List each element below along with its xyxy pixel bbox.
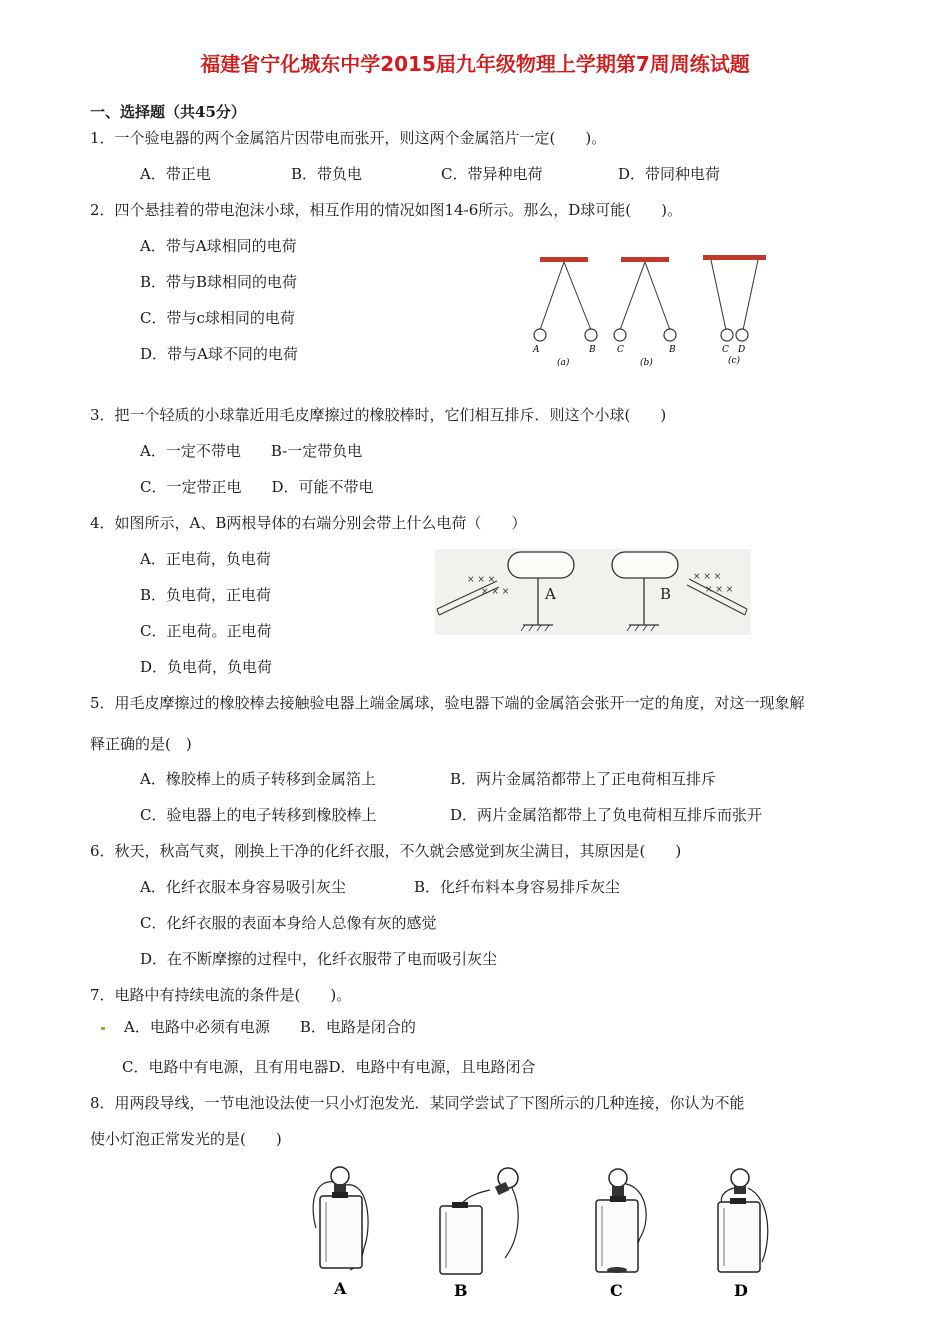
question-8-stem: 8．用两段导线，一节电池设法使一只小灯泡发光．某同学尝试了下图所示的几种连接，你认为不能 bbox=[90, 1094, 745, 1112]
ball-c1 bbox=[721, 329, 733, 341]
q4-option-c: C．正电荷。正电荷 bbox=[140, 622, 272, 640]
q1-option-c: C．带异种电荷 bbox=[441, 165, 543, 183]
conductor-a bbox=[508, 552, 574, 578]
q1-option-b: B．带负电 bbox=[291, 165, 363, 183]
ball-label: C bbox=[722, 345, 729, 355]
ball-label: B bbox=[669, 345, 676, 355]
charge-marks: × × × bbox=[693, 572, 722, 582]
circuit-b bbox=[440, 1168, 518, 1300]
q7-options-cd: C．电路中有电源，且有用电器D．电路中有电源，且电路闭合 bbox=[122, 1058, 536, 1076]
ball-a1 bbox=[534, 329, 546, 341]
q5-option-d: D．两片金属箔都带上了负电荷相互排斥而张开 bbox=[450, 806, 763, 824]
charge-marks: × × × bbox=[467, 575, 496, 585]
support-bar-a bbox=[540, 257, 588, 262]
question-2-stem: 2．四个悬挂着的带电泡沫小球，相互作用的情况如图14-6所示。那么，D球可能( )。 bbox=[90, 201, 682, 219]
caption-c: (c) bbox=[728, 356, 741, 366]
q5-option-b: B．两片金属箔都带上了正电荷相互排斥 bbox=[450, 770, 717, 788]
q4-option-b: B．负电荷，正电荷 bbox=[140, 586, 272, 604]
question-3-stem: 3．把一个轻质的小球靠近用毛皮摩擦过的橡胶棒时，它们相互排斥．则这个小球( ) bbox=[90, 406, 667, 424]
q2-option-b: B．带与B球相同的电荷 bbox=[140, 273, 298, 291]
q1-option-d: D．带同种电荷 bbox=[618, 165, 721, 183]
option-label: D bbox=[734, 1281, 748, 1300]
q3-options-cd: C．一定带正电 D．可能不带电 bbox=[140, 478, 374, 496]
question-5-stem: 5．用毛皮摩擦过的橡胶棒去接触验电器上端金属球，验电器下端的金属箔会张开一定的角度，对这一现象解 bbox=[90, 694, 805, 712]
caption-a: (a) bbox=[557, 358, 570, 368]
q3-options-ab: A．一定不带电 B-一定带负电 bbox=[140, 442, 363, 460]
q2-option-d: D．带与A球不同的电荷 bbox=[140, 345, 298, 363]
q4-option-d: D．负电荷，负电荷 bbox=[140, 658, 273, 676]
ball-label: A bbox=[533, 345, 540, 355]
ball-label: B bbox=[589, 345, 596, 355]
q5-option-a: A．橡胶棒上的质子转移到金属箔上 bbox=[140, 770, 376, 788]
question-1-stem: 1．一个验电器的两个金属箔片因带电而张开，则这两个金属箔片一定( )。 bbox=[90, 129, 607, 147]
pendulum-figure bbox=[528, 248, 773, 370]
q5-option-c: C．验电器上的电子转移到橡胶棒上 bbox=[140, 806, 377, 824]
option-label: A bbox=[334, 1279, 347, 1298]
stray-mark bbox=[101, 1027, 105, 1030]
question-8-stem-cont: 使小灯泡正常发光的是( ) bbox=[90, 1130, 282, 1148]
q6-option-b: B．化纤布料本身容易排斥灰尘 bbox=[414, 878, 621, 896]
question-5-stem-cont: 释正确的是( ) bbox=[90, 735, 192, 753]
q2-option-c: C．带与c球相同的电荷 bbox=[140, 309, 295, 327]
q6-option-d: D．在不断摩擦的过程中，化纤衣服带了电而吸引灰尘 bbox=[140, 950, 498, 968]
question-4-stem: 4．如图所示，A、B两根导体的右端分别会带上什么电荷（ ） bbox=[90, 514, 527, 532]
circuit-d bbox=[718, 1169, 768, 1300]
battery-bulb-figure bbox=[300, 1158, 800, 1308]
question-7-stem: 7．电路中有持续电流的条件是( )。 bbox=[90, 986, 352, 1004]
option-label: C bbox=[610, 1281, 623, 1300]
ball-label: D bbox=[738, 345, 746, 355]
charge-marks: × × × bbox=[705, 585, 734, 595]
ball-c2 bbox=[736, 329, 748, 341]
caption-b: (b) bbox=[640, 358, 653, 368]
q6-option-c: C．化纤衣服的表面本身给人总像有灰的感觉 bbox=[140, 914, 437, 932]
circuit-a bbox=[313, 1167, 368, 1298]
support-bar-c bbox=[703, 255, 766, 260]
charge-marks: × × × bbox=[481, 587, 510, 597]
question-6-stem: 6．秋天，秋高气爽，刚换上干净的化纤衣服，不久就会感觉到灰尘满目，其原因是( ) bbox=[90, 842, 682, 860]
conductor-label: B bbox=[660, 585, 672, 603]
ball-a2 bbox=[585, 329, 597, 341]
support-bar-b bbox=[621, 257, 669, 262]
page-title: 福建省宁化城东中学2015届九年级物理上学期第7周周练试题 bbox=[200, 52, 750, 76]
q1-option-a: A．带正电 bbox=[140, 165, 211, 183]
ball-b2 bbox=[664, 329, 676, 341]
option-label: B bbox=[454, 1281, 468, 1300]
circuit-c bbox=[596, 1169, 646, 1300]
q6-option-a: A．化纤衣服本身容易吸引灰尘 bbox=[140, 878, 346, 896]
q2-option-a: A．带与A球相同的电荷 bbox=[140, 237, 297, 255]
ball-b1 bbox=[614, 329, 626, 341]
conductor-figure bbox=[435, 549, 751, 635]
conductor-label: A bbox=[545, 585, 556, 603]
q7-options-ab: A．电路中必须有电源 B．电路是闭合的 bbox=[124, 1018, 416, 1036]
ball-label: C bbox=[617, 345, 624, 355]
section-heading: 一、选择题（共45分） bbox=[90, 103, 246, 121]
q4-option-a: A．正电荷，负电荷 bbox=[140, 550, 271, 568]
conductor-b bbox=[612, 552, 678, 578]
